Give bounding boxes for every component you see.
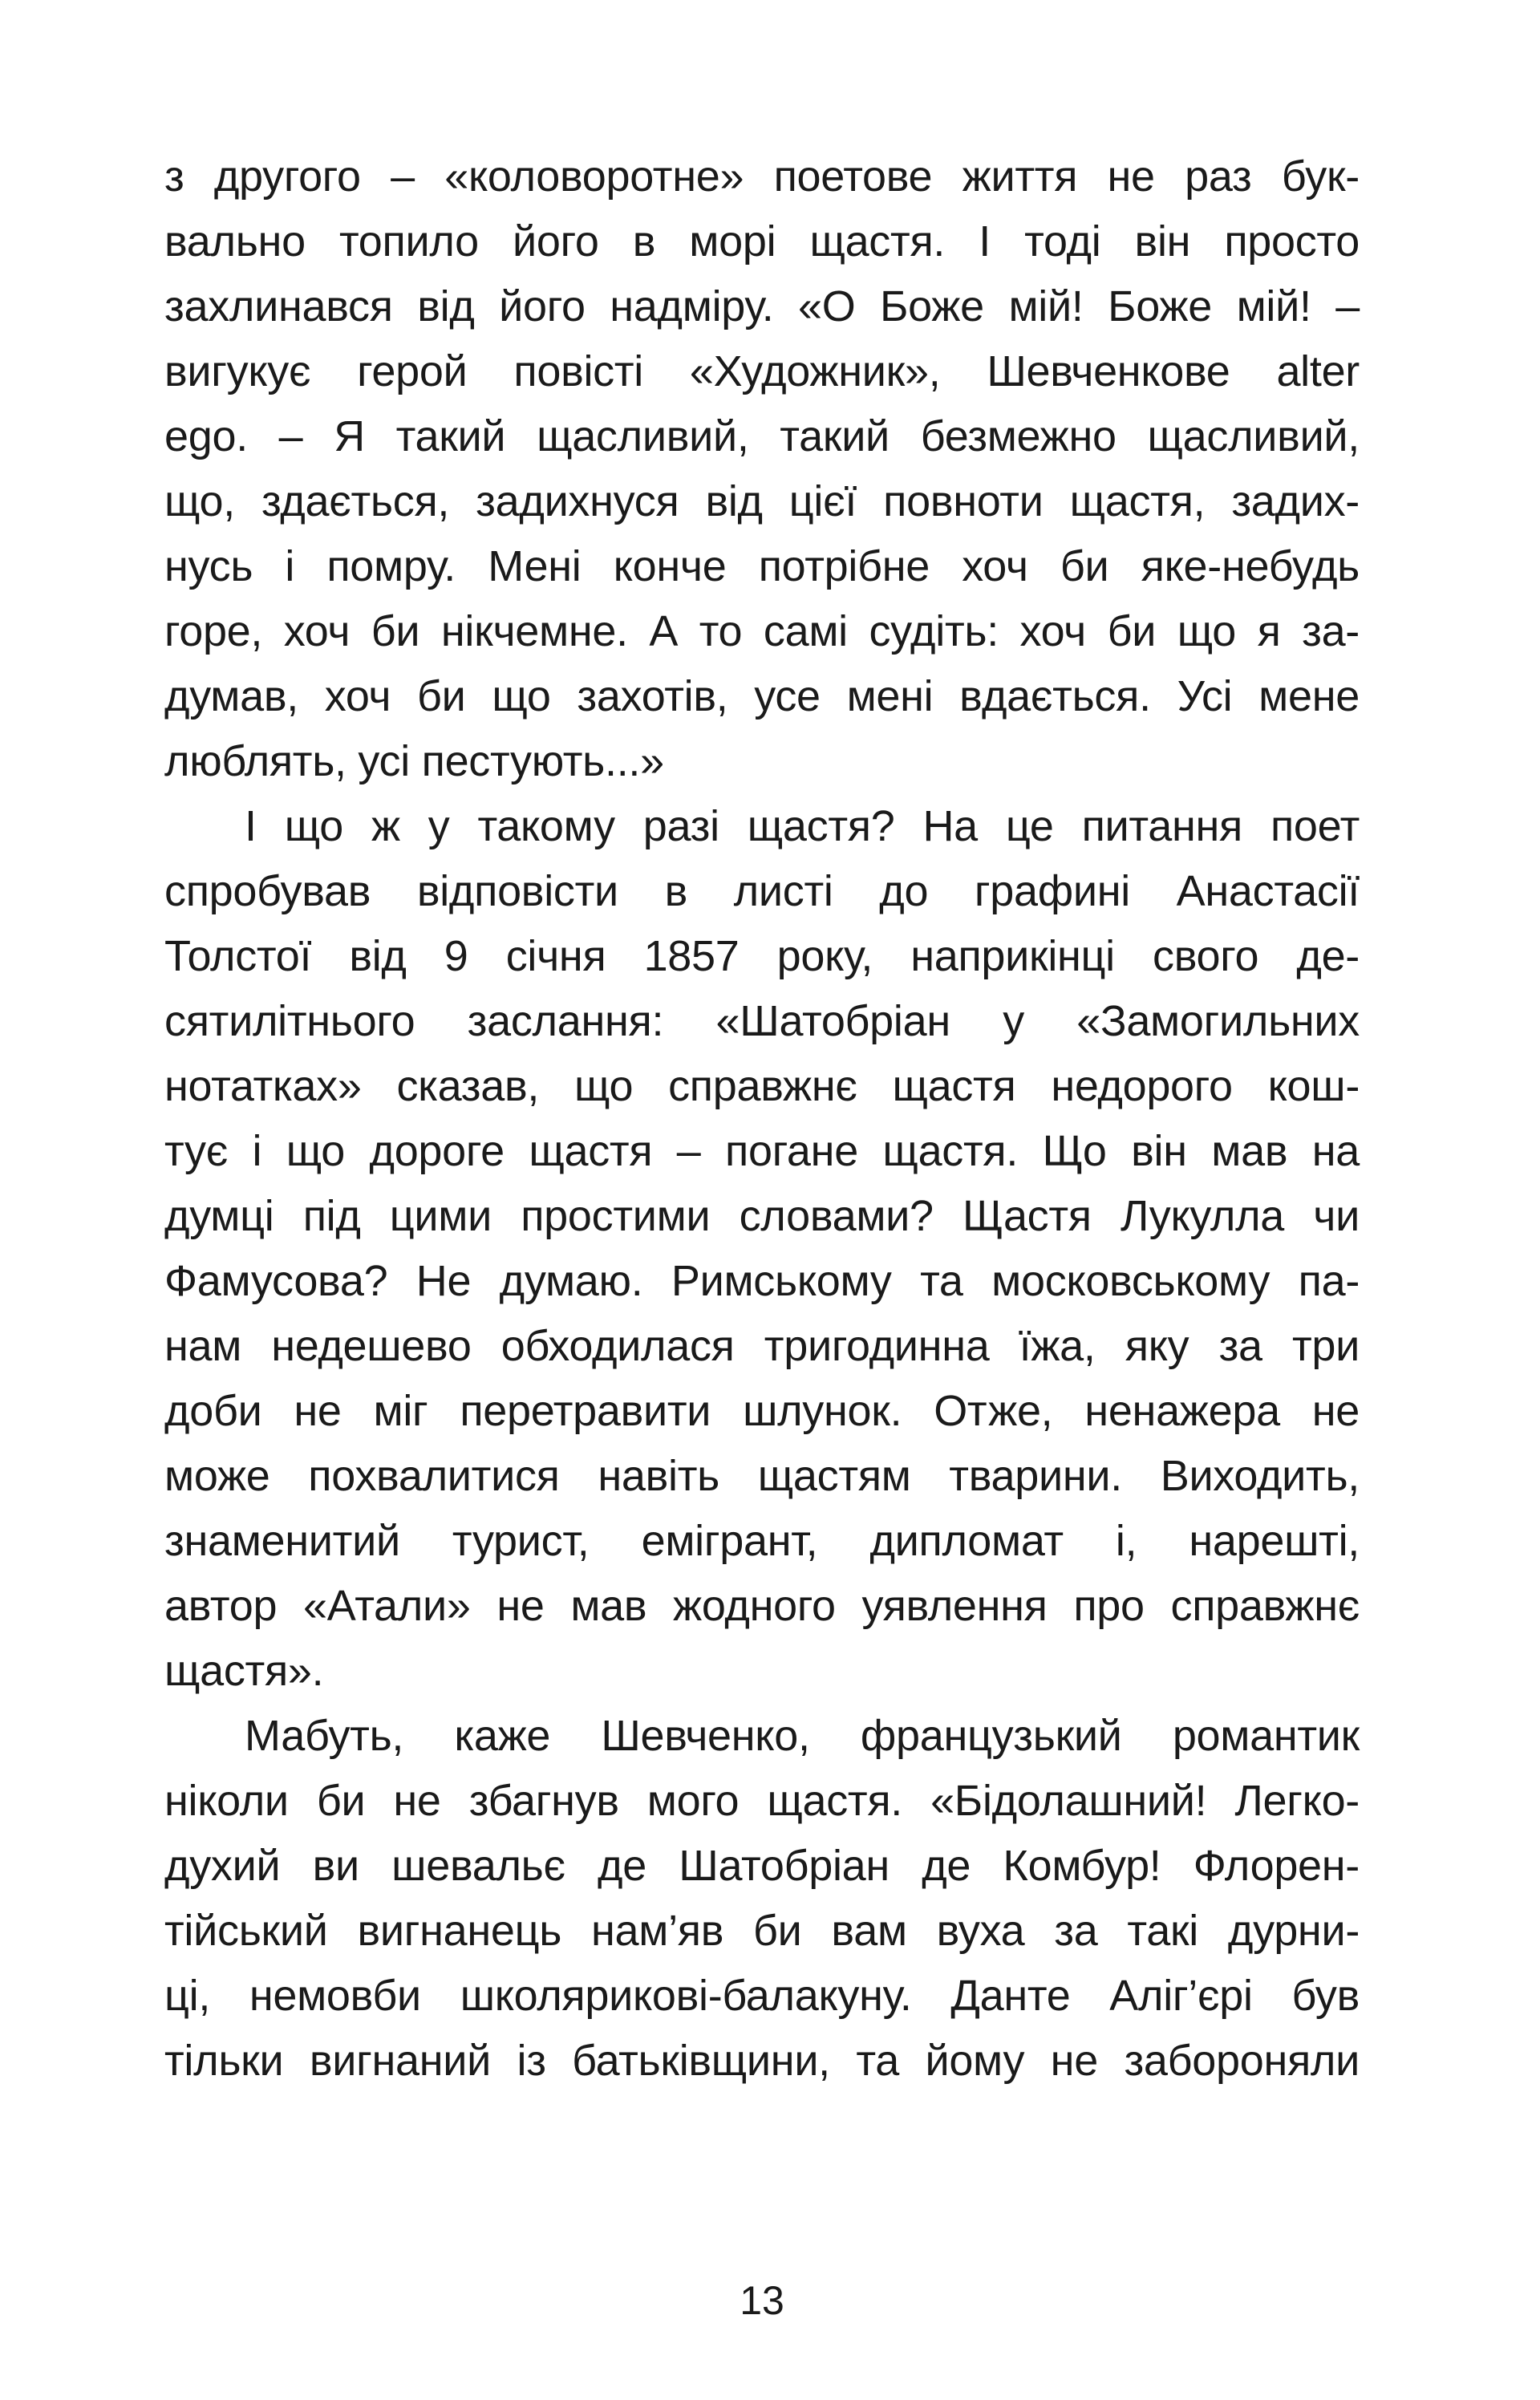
text-line: вально топило його в морі щастя. І тоді він просто [164, 217, 1360, 266]
text-line: знаменитий турист, емігрант, дипломат і, нарешті, [164, 1517, 1360, 1565]
text-line: духий ви шевальє де Шатобріан де Комбур! Флорен- [164, 1842, 1360, 1890]
text-line: нотатках» сказав, що справжнє щастя недорого кош- [164, 1062, 1360, 1110]
text-line: Мабуть, каже Шевченко, французький романтик [245, 1712, 1360, 1760]
text-line: люблять, усі пестують...» [164, 737, 664, 785]
text-line: що, здається, задихнуся від цієї повноти щастя, задих- [164, 477, 1360, 525]
text-line: щастя». [164, 1647, 324, 1695]
text-line: горе, хоч би нікчемне. А то самі судіть: хоч би що я за- [164, 607, 1360, 655]
text-line: нусь і помру. Мені конче потрібне хоч би яке-небудь [164, 542, 1360, 590]
text-line: тійський вигнанець нам’яв би вам вуха за такі дурни- [164, 1907, 1360, 1955]
text-line: нам недешево обходилася тригодинна їжа, яку за три [164, 1322, 1360, 1370]
text-line: ці, немовби школярикові-балакуну. Данте Аліг’єрі був [164, 1972, 1360, 2020]
text-line: думав, хоч би що захотів, усе мені вдається. Усі мене [164, 672, 1360, 720]
text-line: вигукує герой повісті «Художник», Шевченкове alter [164, 347, 1360, 395]
text-line: ego. – Я такий щасливий, такий безмежно щасливий, [164, 412, 1360, 460]
text-line: захлинався від його надміру. «О Боже мій! Боже мій! – [164, 282, 1360, 330]
text-line: з другого – «коловоротне» поетове життя не раз бук- [164, 152, 1360, 201]
text-line: думці під цими простими словами? Щастя Лукулла чи [164, 1192, 1360, 1240]
text-line: сятилітнього заслання: «Шатобріан у «Замогильних [164, 997, 1360, 1045]
text-line: І що ж у такому разі щастя? На це питання поет [245, 802, 1360, 850]
text-line: ніколи би не збагнув мого щастя. «Бідолашний! Легко- [164, 1777, 1360, 1825]
text-line: може похвалитися навіть щастям тварини. Виходить, [164, 1452, 1360, 1500]
body-text [164, 144, 1360, 2094]
text-line: Фамусова? Не думаю. Римському та московському па- [164, 1257, 1360, 1305]
text-line: Толстої від 9 січня 1857 року, наприкінці свого де- [164, 932, 1360, 980]
text-line: доби не міг перетравити шлунок. Отже, ненажера не [164, 1387, 1360, 1435]
text-line: тільки вигнаний із батьківщини, та йому не забороняли [164, 2037, 1360, 2085]
text-line: тує і що дороге щастя – погане щастя. Що він мав на [164, 1127, 1360, 1175]
page-number: 13 [740, 2278, 784, 2323]
text-line: автор «Атали» не мав жодного уявлення про справжнє [164, 1582, 1360, 1630]
text-line: спробував відповісти в листі до графині Анастасії [164, 867, 1360, 915]
